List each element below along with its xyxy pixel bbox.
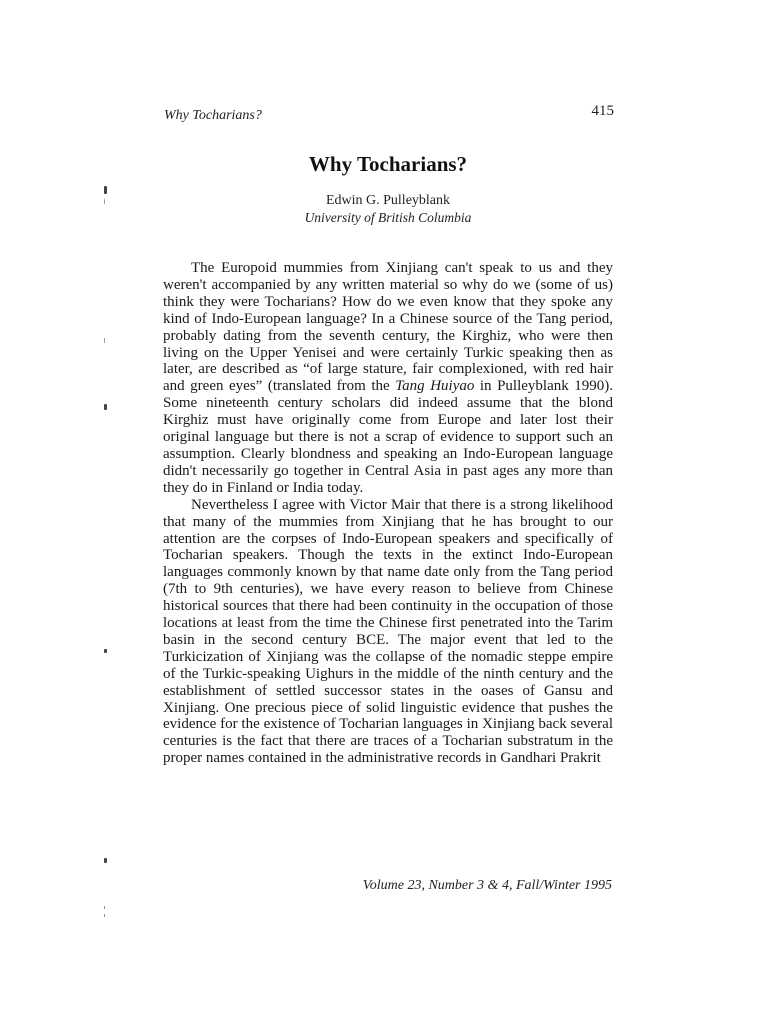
scan-mark: [104, 649, 107, 653]
paragraph-2: Nevertheless I agree with Victor Mair that there is a strong likelihood that many of the mummies from Xinjiang that he has brought to our attention are the corpses of Indo-European speakers and specifically of Tocharian speakers. Though the texts in the extinct Indo-European languages commonly known by that name date only from the Tang period (7th to 9th centuries), we have every reason to believe from Chinese historical sources that there had been continuity in the occupation of those locations at least from the time the Chinese first penetrated into the Tarim basin in the second century BCE. The major event that led to the Turkicization of Xinjiang was the collapse of the nomadic steppe empire of the Turkic-speaking Uighurs in the middle of the ninth century and the establishment of settled successor states in the oases of Gansu and Xinjiang. One precious piece of solid linguistic evidence that pushes the evidence for the existence of Tocharian languages in Xinjiang back several centuries is the fact that there are traces of a Tocharian substratum in the proper names contained in the administrative records in Gandhari Prakrit: [163, 496, 613, 767]
paragraph-1-text-a: The Europoid mummies from Xinjiang can't speak to us and they weren't accompanied by any written material so why do we (some of us) think they were Tocharians? How do we even know that they spoke any kind of Indo-European language? In a Chinese source of the Tang period, probably dating from the seventh century, the Kirghiz, who were then living on the Upper Yenisei and were certainly Turkic speaking then as later, are described as “of large stature, fair complexioned, with red hair and green eyes” (translated from the: [163, 260, 613, 395]
scan-mark: [104, 186, 107, 194]
scan-mark: [104, 199, 105, 204]
paragraph-1: [163, 260, 613, 497]
article-title: Why Tocharians?: [308, 152, 468, 176]
author-affiliation: University of British Columbia: [304, 210, 472, 225]
journal-footer: Volume 23, Number 3 & 4, Fall/Winter 1995: [362, 878, 612, 893]
scan-mark: [104, 914, 105, 917]
author-name: Edwin G. Pulleyblank: [325, 193, 451, 208]
paragraph-1-text-b: in Pulleyblank 1990). Some nineteenth century scholars did indeed assume that the blond Kirghiz must have originally come from Europe and later lost their original language but there is not a scrap of evidence to support such an assumption. Clearly blondness and speaking an Indo-European language didn't necessarily go together in Central Asia in past ages any more than they do in Finland or India today.: [163, 378, 613, 496]
article-body: [163, 260, 613, 767]
scan-mark: [104, 338, 105, 343]
paragraph-1-title-italic: Tang Huiyao: [395, 378, 475, 395]
scan-mark: [104, 404, 107, 410]
scan-mark: [104, 906, 105, 909]
scan-mark: [104, 858, 107, 863]
running-head: Why Tocharians?: [164, 108, 262, 123]
page-number: 415: [591, 103, 614, 119]
